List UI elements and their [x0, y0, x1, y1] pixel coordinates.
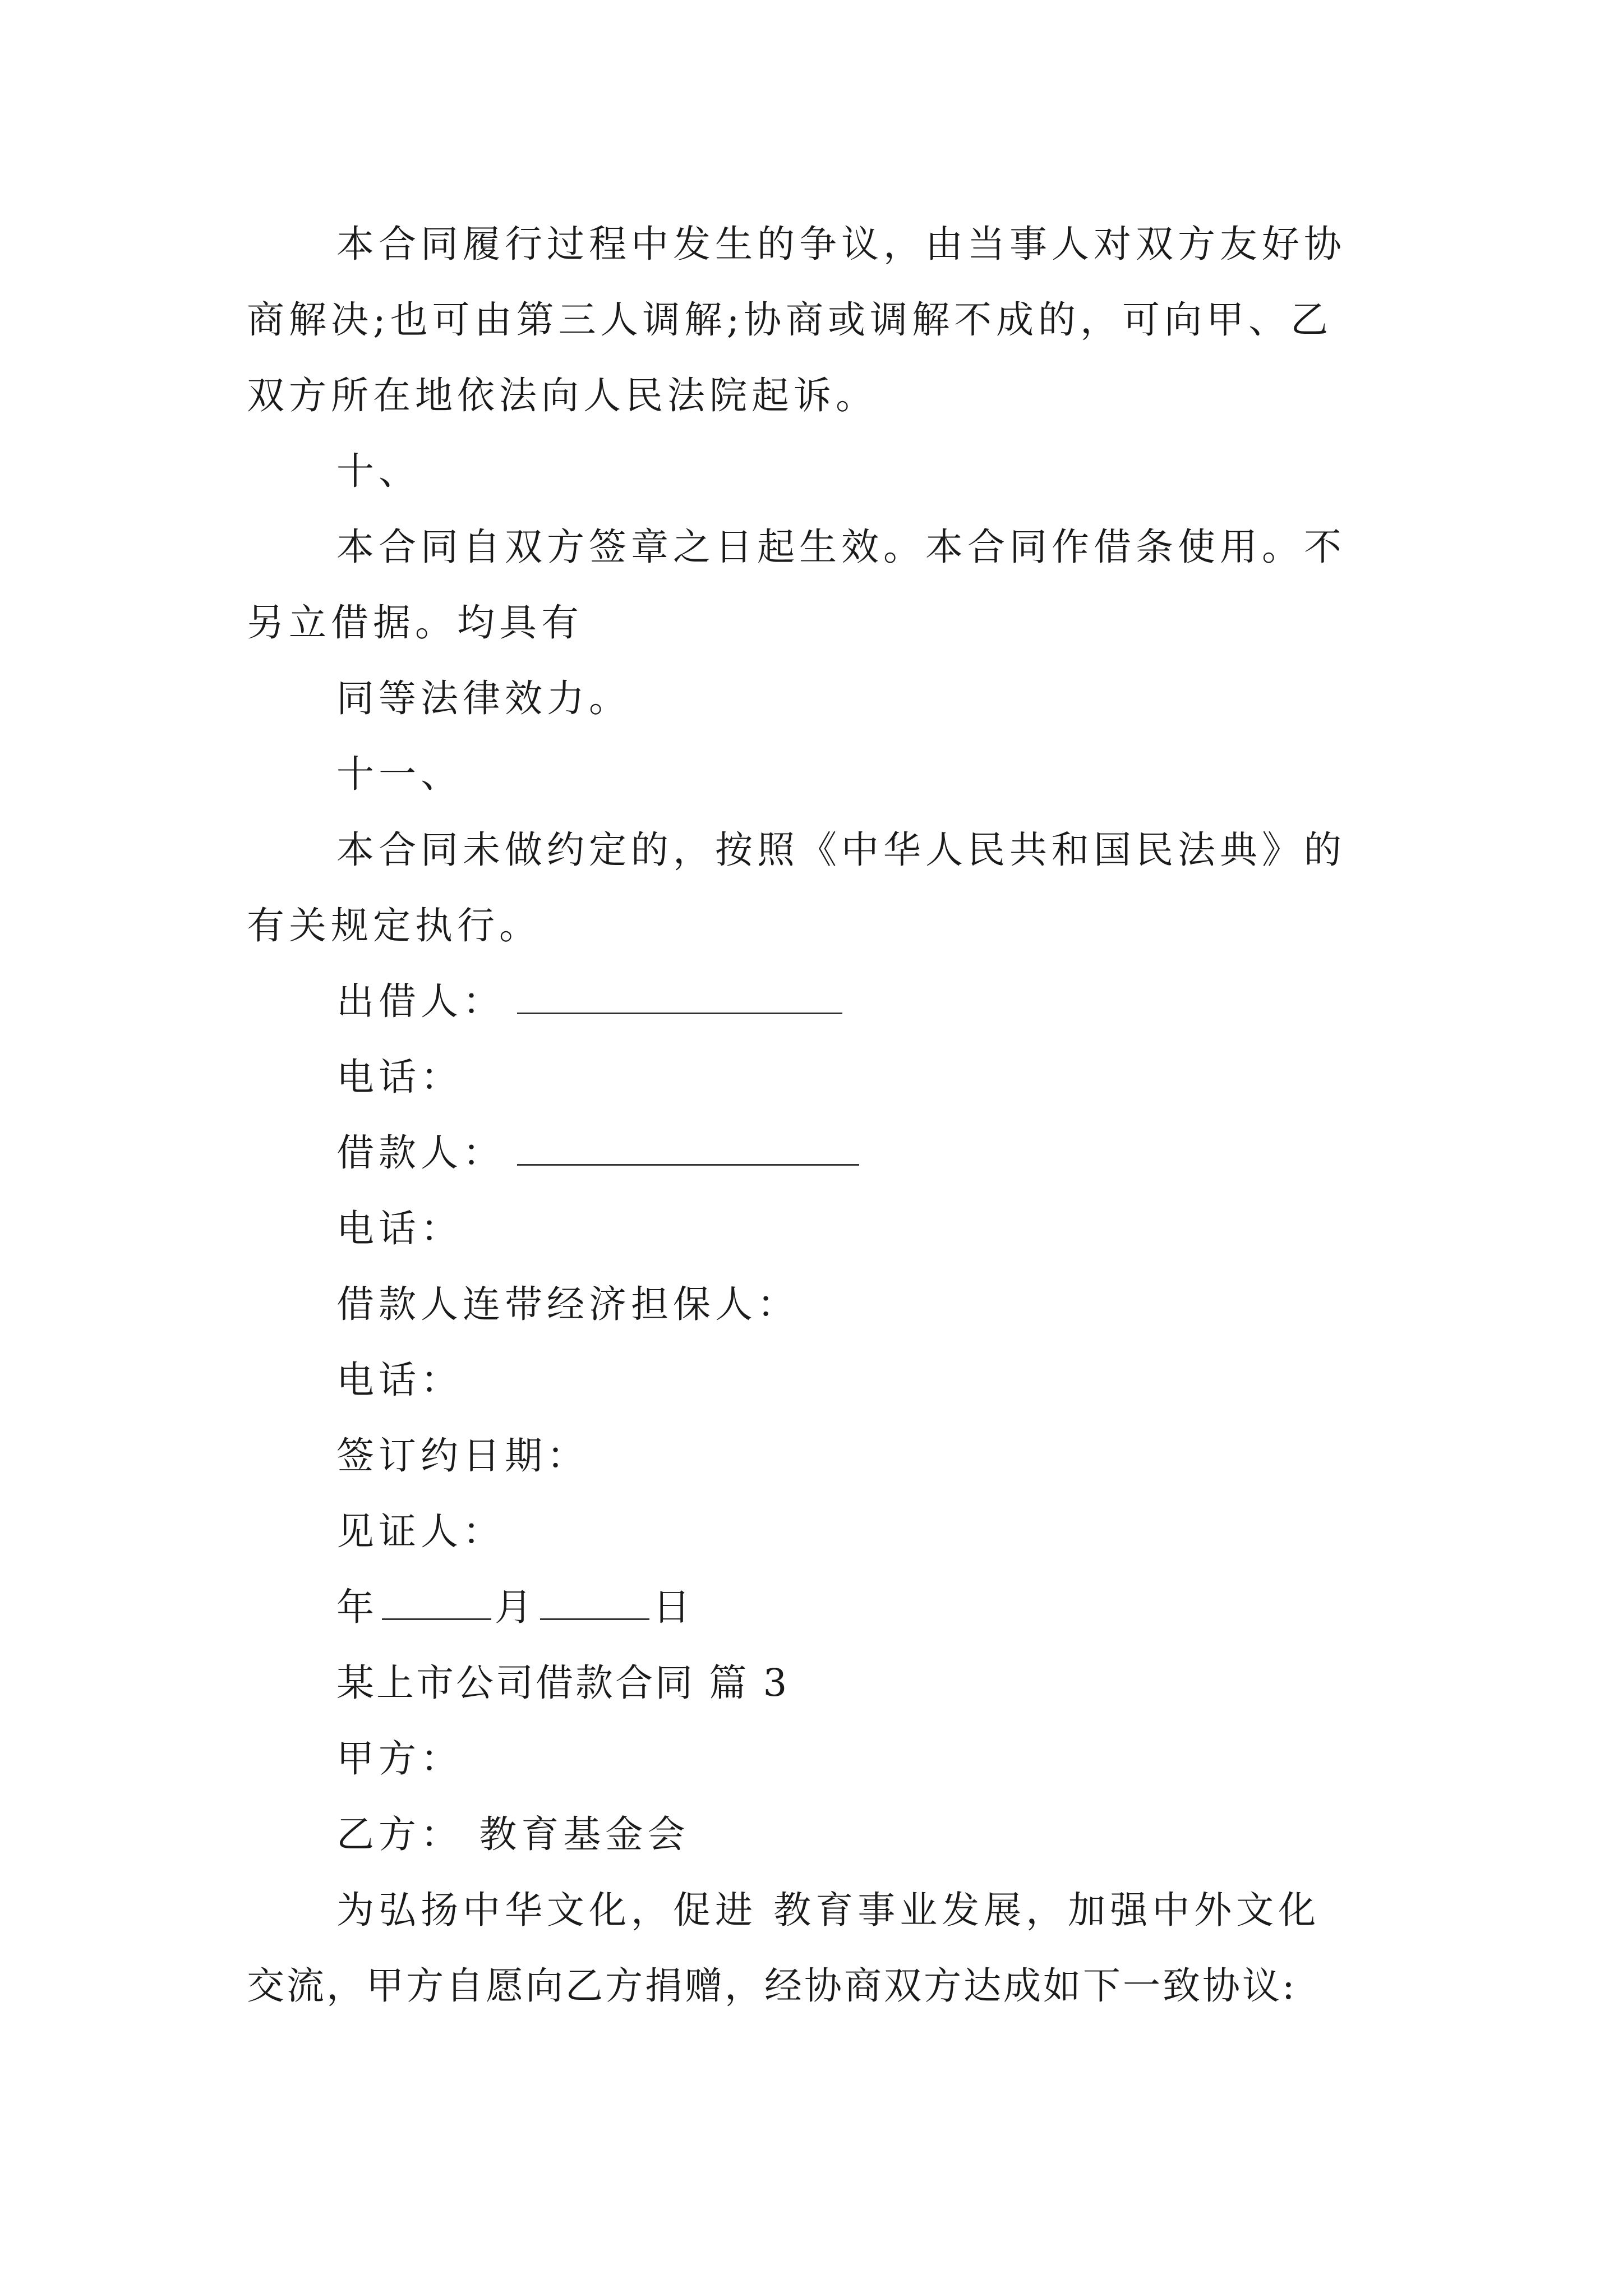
sign-date-label: 签订约日期： [336, 1434, 589, 1478]
guarantor-label: 借款人连带经济担保人： [336, 1282, 799, 1326]
lender-line [336, 979, 842, 1024]
clause-10-line-2: 另立借据。均具有 [247, 601, 583, 645]
day-blank-before [540, 1587, 649, 1620]
borrower-label: 借款人： [336, 1131, 505, 1175]
borrower-phone-label: 电话： [336, 1207, 463, 1250]
date-year-label: 年 [336, 1585, 379, 1629]
clause-10-line-1: 本合同自双方签章之日起生效。本合同作借条使用。不 [336, 525, 1346, 569]
date-line [336, 1585, 695, 1630]
guarantor-phone-label: 电话： [336, 1358, 463, 1402]
contract-3-intro-line-2: 交流，甲方自愿向乙方捐赠，经协商双方达成如下一致协议: [247, 1964, 1297, 2008]
date-month-label: 月 [495, 1585, 537, 1629]
party-a-label: 甲方： [336, 1737, 463, 1780]
witness-label: 见证人： [336, 1510, 505, 1553]
section-11-heading: 十一、 [336, 752, 463, 796]
lender-blank [517, 981, 842, 1014]
party-b-label: 乙方： 教育基金会 [336, 1812, 690, 1856]
clause-11-line-2: 有关规定执行。 [247, 904, 541, 947]
month-blank-before [382, 1587, 491, 1620]
contract-3-intro-line-1: 为弘扬中华文化，促进 教育事业发展，加强中外文化 [336, 1888, 1321, 1932]
clause-9-line-2: 商解决;也可由第三人调解;协商或调解不成的，可向甲、乙 [247, 298, 1333, 342]
lender-label: 出借人： [336, 979, 505, 1023]
borrower-line [336, 1130, 859, 1175]
clause-9-line-1: 本合同履行过程中发生的争议，由当事人对双方友好协 [336, 222, 1346, 266]
lender-phone-label: 电话： [336, 1055, 463, 1099]
clause-9-line-3: 双方所在地依法向人民法院起诉。 [247, 374, 878, 417]
contract-3-title: 某上市公司借款合同 篇 3 [336, 1661, 790, 1705]
date-day-label: 日 [653, 1585, 695, 1629]
clause-10-line-3: 同等法律效力。 [336, 677, 631, 720]
clause-11-line-1: 本合同未做约定的，按照《中华人民共和国民法典》的 [336, 828, 1346, 872]
borrower-blank [517, 1133, 859, 1166]
section-10-heading: 十、 [336, 449, 421, 493]
